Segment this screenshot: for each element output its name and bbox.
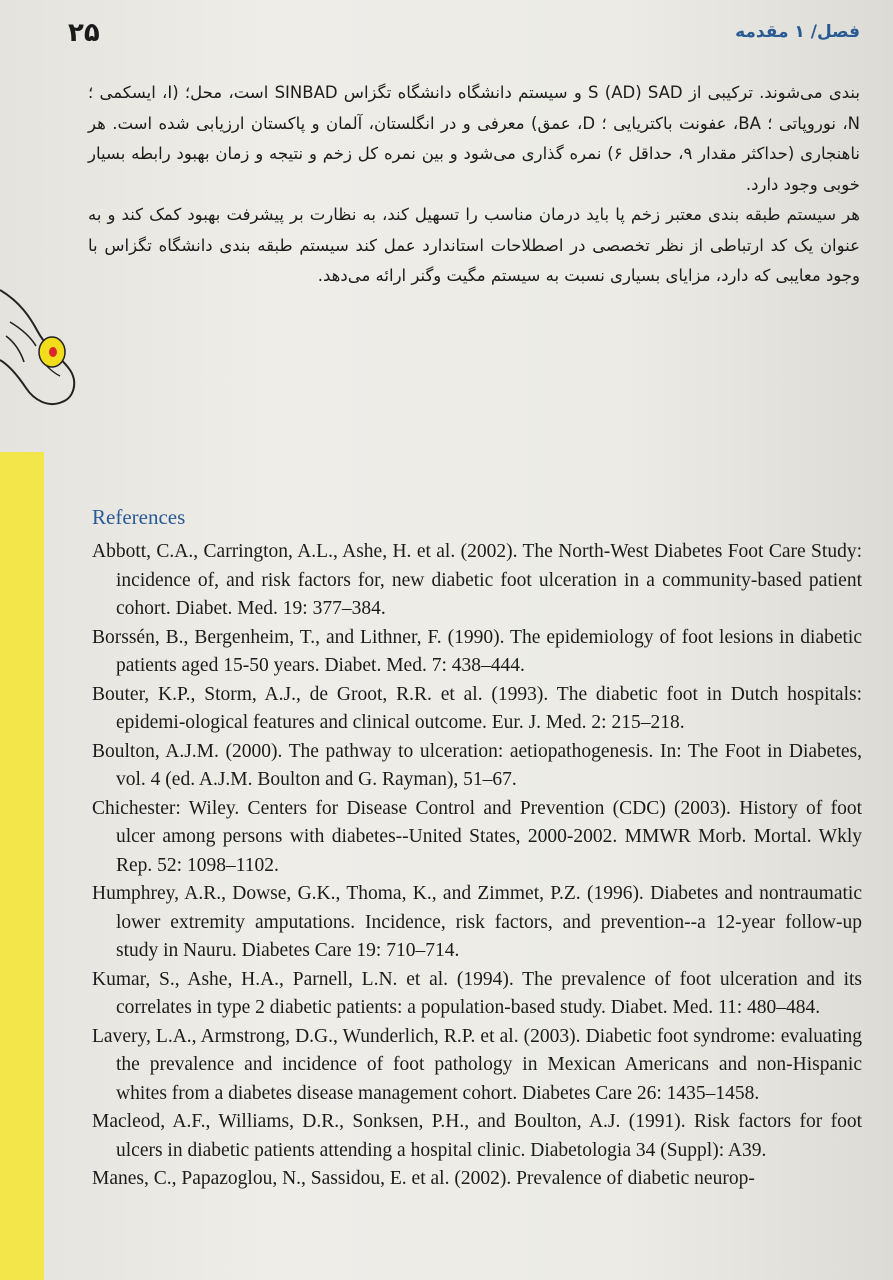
reference-item: Macleod, A.F., Williams, D.R., Sonksen, P.H., and Boulton, A.J. (1991). Risk factors for foot ulcers in diabetic patients attending a hospital clinic. Diabetologia 34 (Suppl): A39. xyxy=(92,1111,862,1161)
reference-item: Manes, C., Papazoglou, N., Sassidou, E. et al. (2002). Prevalence of diabetic neurop- xyxy=(92,1168,755,1189)
reference-item: Lavery, L.A., Armstrong, D.G., Wunderlich, R.P. et al. (2003). Diabetic foot syndrome: evaluating the prevalence and incidence of foot pathology in Mexican Americans and non-Hispanic whites from a diabetes disease management cohort. Diabetes Care 26: 1435–1458. xyxy=(92,1025,862,1104)
persian-body-text xyxy=(88,78,860,292)
reference-item: Boulton, A.J.M. (2000). The pathway to ulceration: aetiopathogenesis. In: The Foot in Diabetes, vol. 4 (ed. A.J.M. Boulton and G. Rayman), 51–67. xyxy=(92,740,862,790)
body-paragraph: بندی می‌شوند. ترکیبی از S (AD) SAD و سیستم دانشگاه دانشگاه تگزاس SINBAD است، محل؛ (I، ایسکمی ؛ N، نوروپاتی ؛ BA، عفونت باکتریایی ؛ D، عمق) معرفی و در انگلستان، آلمان و پاکستان ارزیابی شده است. هر ناهنجاری (حداکثر مقدار ۹، حداقل ۶) نمره گذاری می‌شود و بین نمره کل زخم و نتیجه و زمان بهبود رابطه بسیار خوبی وجود دارد. xyxy=(88,83,861,194)
references-list xyxy=(92,538,862,1194)
references-heading: References xyxy=(92,505,186,529)
ulcer-mark xyxy=(49,347,57,357)
reference-item: Humphrey, A.R., Dowse, G.K., Thoma, K., and Zimmet, P.Z. (1996). Diabetes and nontraumatic lower extremity amputations. Incidence, risk factors, and prevention--a 12-year follow-up study in Nauru. Diabetes Care 19: 710–714. xyxy=(92,883,862,961)
chapter-title: فصل/ ۱ مقدمه xyxy=(735,22,860,42)
page-number: ۲۵ xyxy=(68,18,100,48)
reference-item: Kumar, S., Ashe, H.A., Parnell, L.N. et al. (1994). The prevalence of foot ulceration and its correlates in type 2 diabetic patients: a population-based study. Diabet. Med. 11: 480–484. xyxy=(92,968,862,1018)
reference-item: Chichester: Wiley. Centers for Disease Control and Prevention (CDC) (2003). History of foot ulcer among persons with diabetes--United States, 2000-2002. MMWR Morb. Mortal. Wkly Rep. 52: 1098–1102. xyxy=(92,797,862,876)
toe-outline-2 xyxy=(6,336,24,362)
body-paragraph: هر سیستم طبقه بندی معتبر زخم پا باید درمان مناسب را تسهیل کند، به نظارت بر پیشرفت بهبود کمک کند و به عنوان یک کد ارتباطی از نظر تخصصی در اصطلاحات استاندارد عمل کند سیستم طبقه بندی دانشگاه تگزاس با وجود معایبی که دارد، مزایای بسیاری نسبت به سیستم مگیت وگنر ارائه می‌دهد. xyxy=(88,205,860,285)
reference-item: Abbott, C.A., Carrington, A.L., Ashe, H. et al. (2002). The North-West Diabetes Foot Care Study: incidence of, and risk factors for, new diabetic foot ulceration in a community-based patient cohort. Diabet. Med. 19: 377–384. xyxy=(92,541,862,619)
reference-item: Borssén, B., Bergenheim, T., and Lithner, F. (1990). The epidemiology of foot lesions in diabetic patients aged 15-50 years. Diabet. Med. 7: 438–444. xyxy=(92,626,862,676)
page-header xyxy=(60,18,860,52)
reference-item: Bouter, K.P., Storm, A.J., de Groot, R.R. et al. (1993). The diabetic foot in Dutch hospitals: epidemi-ological features and clinical outcome. Eur. J. Med. 2: 215–218. xyxy=(92,683,862,733)
margin-color-strip xyxy=(0,452,44,1280)
foot-illustration-icon xyxy=(0,262,80,412)
